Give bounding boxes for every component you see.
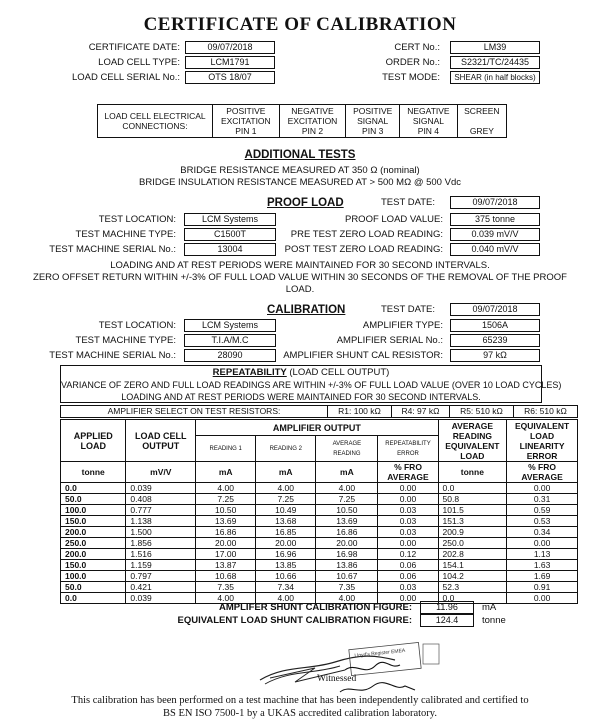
amp-shunt-value: 97 kΩ — [450, 349, 540, 362]
amp-select-r4: R4: 97 kΩ — [392, 406, 450, 418]
table-cell: 150.0 — [61, 560, 126, 571]
proof-note-1: LOADING AND AT REST PERIODS WERE MAINTAINED FOR 30 SECOND INTERVALS. — [110, 260, 490, 271]
cal-test-date-label: TEST DATE: — [380, 304, 435, 315]
proof-location-value: LCM Systems — [184, 213, 276, 226]
col-average-reading: AVERAGE READING — [316, 436, 378, 462]
proof-load-value: 375 tonne — [450, 213, 540, 226]
proof-load-heading: PROOF LOAD — [267, 197, 344, 209]
connections-label: LOAD CELL ELECTRICAL CONNECTIONS: — [98, 105, 213, 138]
table-cell: 0.06 — [378, 560, 438, 571]
table-cell: 7.25 — [316, 494, 378, 505]
unit-fro: % FRO AVERAGE — [378, 462, 438, 483]
repeatability-box — [60, 365, 562, 403]
load-cell-type-label: LOAD CELL TYPE: — [98, 57, 180, 68]
table-cell: 200.0 — [61, 527, 126, 538]
calibration-heading: CALIBRATION — [267, 304, 346, 316]
table-cell: 200.0 — [61, 549, 126, 560]
col-load-cell-output: LOAD CELL OUTPUT — [126, 420, 196, 462]
proof-machine-type-value: C1500T — [184, 228, 276, 241]
proof-machine-serial-label: TEST MACHINE SERIAL No.: — [49, 244, 176, 255]
table-cell: 13.85 — [256, 560, 316, 571]
amp-shunt-fig-label: AMPLIFER SHUNT CALIBRATION FIGURE: — [219, 602, 412, 613]
table-cell: 104.2 — [438, 571, 507, 582]
table-cell: 20.00 — [316, 538, 378, 549]
cert-date-label: CERTIFICATE DATE: — [88, 42, 180, 53]
table-cell: 4.00 — [196, 593, 256, 604]
amp-type-value: 1506A — [450, 319, 540, 332]
table-cell: 0.31 — [507, 494, 578, 505]
cert-no-label: CERT No.: — [394, 42, 440, 53]
table-row — [61, 560, 578, 571]
table-cell: 0.00 — [378, 494, 438, 505]
table-cell: 0.34 — [507, 527, 578, 538]
equiv-shunt-fig-unit: tonne — [482, 615, 506, 626]
col-reading-1: READING 1 — [196, 436, 256, 462]
table-cell: 0.59 — [507, 505, 578, 516]
table-cell: 0.797 — [126, 571, 196, 582]
amp-select-r1: R1: 100 kΩ — [328, 406, 392, 418]
table-cell: 4.00 — [256, 483, 316, 494]
table-cell: 0.00 — [507, 538, 578, 549]
table-row — [61, 549, 578, 560]
table-row — [61, 516, 578, 527]
table-cell: 16.85 — [256, 527, 316, 538]
table-cell: 52.3 — [438, 582, 507, 593]
repeatability-heading: REPEATABILITY (LOAD CELL OUTPUT) — [212, 367, 390, 378]
table-cell: 16.86 — [196, 527, 256, 538]
conn-col-pos-excitation: POSITIVE EXCITATION PIN 1 — [213, 105, 280, 138]
table-cell: 0.421 — [126, 582, 196, 593]
conn-col-pos-signal: POSITIVE SIGNAL PIN 3 — [346, 105, 400, 138]
col-amplifier-output: AMPLIFIER OUTPUT — [196, 420, 438, 436]
table-cell: 7.25 — [196, 494, 256, 505]
col-avg-equiv-load: AVERAGE READING EQUIVALENT LOAD — [438, 420, 507, 462]
table-cell: 0.12 — [378, 549, 438, 560]
unit-fro-2: % FRO AVERAGE — [507, 462, 578, 483]
table-cell: 1.63 — [507, 560, 578, 571]
table-cell: 101.5 — [438, 505, 507, 516]
table-cell: 16.98 — [316, 549, 378, 560]
cal-location-value: LCM Systems — [184, 319, 276, 332]
load-cell-serial-label: LOAD CELL SERIAL No.: — [71, 72, 180, 83]
pre-test-zero-label: PRE TEST ZERO LOAD READING: — [290, 229, 443, 240]
table-cell: 150.0 — [61, 516, 126, 527]
amp-serial-label: AMPLIFIER SERIAL No.: — [336, 335, 443, 346]
conn-col-neg-signal: NEGATIVE SIGNAL PIN 4 — [400, 105, 458, 138]
table-cell: 1.69 — [507, 571, 578, 582]
table-cell: 0.03 — [378, 516, 438, 527]
footer-line-2: BS EN ISO 7500-1 by a UKAS accredited calibration laboratory. — [163, 708, 437, 719]
table-cell: 0.0 — [438, 483, 507, 494]
table-cell: 154.1 — [438, 560, 507, 571]
table-cell: 50.0 — [61, 494, 126, 505]
table-cell: 1.500 — [126, 527, 196, 538]
equiv-shunt-fig-label: EQUIVALENT LOAD SHUNT CALIBRATION FIGURE: — [177, 615, 412, 626]
footer-line-1: This calibration has been performed on a test machine that has been independently calibrated and certified to — [71, 695, 529, 706]
table-cell: 100.0 — [61, 505, 126, 516]
table-cell: 50.8 — [438, 494, 507, 505]
unit-tonne: tonne — [61, 462, 126, 483]
amp-shunt-fig-value: 11.96 — [420, 601, 474, 614]
proof-location-label: TEST LOCATION: — [98, 214, 176, 225]
cal-test-date-value: 09/07/2018 — [450, 303, 540, 316]
table-row — [61, 527, 578, 538]
table-cell: 4.00 — [196, 483, 256, 494]
table-cell: 13.69 — [316, 516, 378, 527]
table-cell: 13.69 — [196, 516, 256, 527]
table-cell: 250.0 — [438, 538, 507, 549]
table-cell: 13.87 — [196, 560, 256, 571]
test-mode-label: TEST MODE: — [382, 72, 440, 83]
table-cell: 250.0 — [61, 538, 126, 549]
table-cell: 0.0 — [438, 593, 507, 604]
table-cell: 1.13 — [507, 549, 578, 560]
cal-machine-serial-value: 28090 — [184, 349, 276, 362]
table-cell: 0.53 — [507, 516, 578, 527]
table-cell: 4.00 — [316, 593, 378, 604]
table-cell: 0.03 — [378, 582, 438, 593]
table-cell: 200.9 — [438, 527, 507, 538]
bridge-insulation-text: BRIDGE INSULATION RESISTANCE MEASURED AT > 500 MΩ @ 500 Vdc — [139, 177, 461, 188]
order-no-label: ORDER No.: — [385, 57, 440, 68]
amp-shunt-fig-unit: mA — [482, 602, 497, 613]
proof-test-date-label: TEST DATE: — [380, 197, 435, 208]
proof-load-value-label: PROOF LOAD VALUE: — [344, 214, 443, 225]
test-mode-value: SHEAR (in half blocks) — [450, 71, 540, 84]
unit-ma-2: mA — [256, 462, 316, 483]
table-cell: 10.49 — [256, 505, 316, 516]
table-cell: 20.00 — [196, 538, 256, 549]
table-row — [61, 494, 578, 505]
table-cell: 0.408 — [126, 494, 196, 505]
table-cell: 0.06 — [378, 571, 438, 582]
col-applied-load: APPLIED LOAD — [61, 420, 126, 462]
unit-mvv: mV/V — [126, 462, 196, 483]
load-cell-type-value: LCM1791 — [185, 56, 275, 69]
cal-machine-serial-label: TEST MACHINE SERIAL No.: — [49, 350, 176, 361]
table-cell: 0.0 — [61, 593, 126, 604]
proof-note-3: LOAD. — [285, 284, 315, 295]
col-repeatability-error: REPEATABILITY ERROR — [378, 436, 438, 462]
table-cell: 0.0 — [61, 483, 126, 494]
proof-test-date-value: 09/07/2018 — [450, 196, 540, 209]
table-cell: 0.00 — [378, 593, 438, 604]
table-cell: 1.856 — [126, 538, 196, 549]
table-cell: 0.039 — [126, 593, 196, 604]
table-row — [61, 571, 578, 582]
unit-ma-3: mA — [316, 462, 378, 483]
bridge-resistance-text: BRIDGE RESISTANCE MEASURED AT 350 Ω (nominal) — [180, 165, 420, 176]
table-cell: 0.039 — [126, 483, 196, 494]
table-row — [61, 538, 578, 549]
repeatability-line-2: LOADING AND AT REST PERIODS WERE MAINTAINED FOR 30 SECOND INTERVALS. — [121, 392, 481, 402]
repeatability-line-1: VARIANCE OF ZERO AND FULL LOAD READINGS ARE WITHIN +/-3% OF FULL LOAD VALUE (OVER 10 LOAD CYCLES) — [61, 380, 562, 390]
signature-stamp-graphic — [255, 640, 445, 700]
amp-select-r6: R6: 510 kΩ — [513, 406, 577, 418]
table-cell: 16.86 — [316, 527, 378, 538]
table-cell: 13.86 — [316, 560, 378, 571]
table-cell: 4.00 — [256, 593, 316, 604]
additional-tests-heading: ADDITIONAL TESTS — [244, 149, 356, 161]
cal-machine-type-value: T.I.A/M.C — [184, 334, 276, 347]
table-cell: 7.35 — [196, 582, 256, 593]
equiv-shunt-fig-value: 124.4 — [420, 614, 474, 627]
amp-select-table — [60, 405, 578, 418]
table-cell: 7.34 — [256, 582, 316, 593]
col-reading-2: READING 2 — [256, 436, 316, 462]
table-cell: 1.516 — [126, 549, 196, 560]
table-cell: 10.68 — [196, 571, 256, 582]
table-cell: 4.00 — [316, 483, 378, 494]
amp-type-label: AMPLIFIER TYPE: — [362, 320, 443, 331]
table-cell: 10.66 — [256, 571, 316, 582]
witnessed-label: Witnessed — [317, 674, 357, 684]
cal-location-label: TEST LOCATION: — [98, 320, 176, 331]
table-cell: 16.96 — [256, 549, 316, 560]
table-cell: 10.50 — [196, 505, 256, 516]
table-cell: 13.68 — [256, 516, 316, 527]
table-cell: 0.91 — [507, 582, 578, 593]
amp-select-label: AMPLIFIER SELECT ON TEST RESISTORS: — [61, 406, 328, 418]
cert-no-value: LM39 — [450, 41, 540, 54]
table-cell: 0.03 — [378, 527, 438, 538]
table-cell: 202.8 — [438, 549, 507, 560]
table-cell: 0.00 — [378, 483, 438, 494]
calibration-table — [60, 419, 578, 604]
unit-ma-1: mA — [196, 462, 256, 483]
table-row — [61, 582, 578, 593]
table-cell: 1.138 — [126, 516, 196, 527]
table-cell: 0.00 — [507, 593, 578, 604]
table-cell: 20.00 — [256, 538, 316, 549]
pre-test-zero-value: 0.039 mV/V — [450, 228, 540, 241]
table-cell: 0.00 — [378, 538, 438, 549]
conn-col-neg-excitation: NEGATIVE EXCITATION PIN 2 — [279, 105, 346, 138]
table-cell: 7.25 — [256, 494, 316, 505]
connections-table — [97, 104, 507, 138]
load-cell-serial-value: OTS 18/07 — [185, 71, 275, 84]
amp-shunt-label: AMPLIFIER SHUNT CAL RESISTOR: — [283, 350, 443, 361]
table-cell: 1.159 — [126, 560, 196, 571]
cal-machine-type-label: TEST MACHINE TYPE: — [75, 335, 176, 346]
post-test-zero-label: POST TEST ZERO LOAD READING: — [284, 244, 443, 255]
table-row — [61, 505, 578, 516]
col-linearity-error: EQUIVALENT LOAD LINEARITY ERROR — [507, 420, 578, 462]
post-test-zero-value: 0.040 mV/V — [450, 243, 540, 256]
unit-tonne-2: tonne — [438, 462, 507, 483]
table-cell: 50.0 — [61, 582, 126, 593]
order-no-value: S2321/TC/24435 — [450, 56, 540, 69]
table-cell: 10.50 — [316, 505, 378, 516]
cert-date-value: 09/07/2018 — [185, 41, 275, 54]
table-cell: 100.0 — [61, 571, 126, 582]
page-title: CERTIFICATE OF CALIBRATION — [143, 14, 457, 35]
conn-col-screen: SCREEN GREY — [457, 105, 506, 138]
proof-note-2: ZERO OFFSET RETURN WITHIN +/-3% OF FULL LOAD VALUE WITHIN 30 SECONDS OF THE REMOVAL OF THE PROOF — [33, 272, 567, 283]
table-cell: 151.3 — [438, 516, 507, 527]
proof-machine-type-label: TEST MACHINE TYPE: — [75, 229, 176, 240]
amp-serial-value: 65239 — [450, 334, 540, 347]
stamp-text: Lloyd's Register EMEA — [354, 647, 406, 660]
table-cell: 0.777 — [126, 505, 196, 516]
table-cell: 17.00 — [196, 549, 256, 560]
table-cell: 7.35 — [316, 582, 378, 593]
proof-machine-serial-value: 13004 — [184, 243, 276, 256]
table-row — [61, 483, 578, 494]
amp-select-r5: R5: 510 kΩ — [449, 406, 513, 418]
table-cell: 0.03 — [378, 505, 438, 516]
table-cell: 0.00 — [507, 483, 578, 494]
table-cell: 10.67 — [316, 571, 378, 582]
